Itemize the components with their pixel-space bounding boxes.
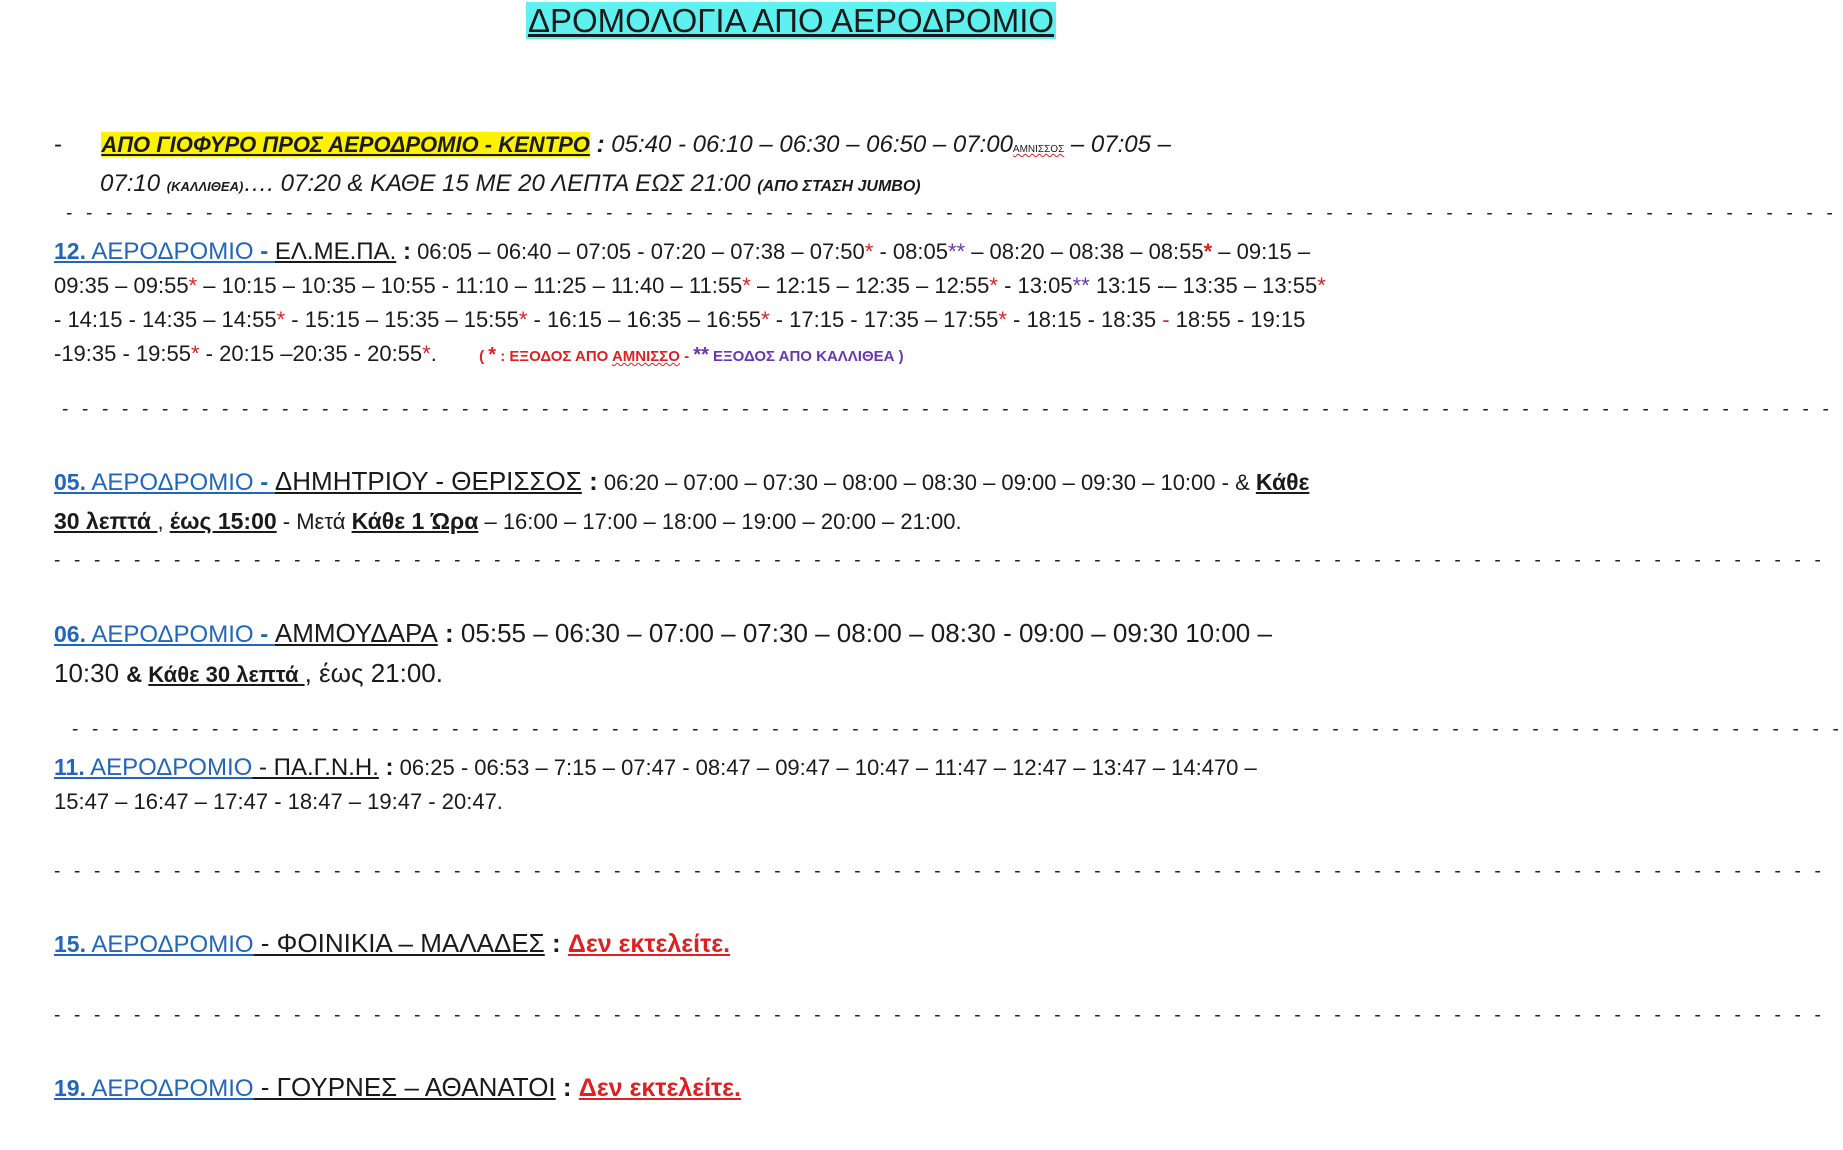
route-05-colon: :	[581, 466, 598, 496]
route-12-dash: -	[253, 238, 275, 265]
separator-2: - - - - - - - - - - - - - - - - - - - - - - - - - - - - - - - - - - - - - - - - - - - - - - - - - - - - - - - - - - - - - - - - - - - - - - - - - - - - - - - - - - - - - - - - -	[62, 399, 1834, 420]
route-05-number: 05.	[54, 469, 86, 495]
route-12-times-3d: - 17:15 - 17:35 – 17:55	[769, 307, 999, 332]
route-12-star: *	[1203, 239, 1213, 264]
route-12-note-open: (	[479, 348, 489, 365]
route-19-line-1	[54, 1068, 1554, 1108]
route-19	[54, 1068, 1554, 1108]
route-11	[54, 750, 1554, 819]
route-12-note-a: : ΕΞΟΔΟΣ ΑΠΟ	[496, 348, 612, 365]
route-05-dash: -	[253, 469, 275, 496]
route-12-times-3c: - 16:15 – 16:35 – 16:55	[527, 307, 762, 332]
route-12-times-1d: – 09:15 –	[1212, 239, 1311, 264]
route-11-number: 11.	[54, 754, 85, 780]
route-15-dest: - ΦΟΙΝΙΚΙΑ – ΜΑΛΑΔΕΣ	[253, 928, 545, 958]
intro-colon: :	[589, 131, 605, 158]
separator-1: - - - - - - - - - - - - - - - - - - - - - - - - - - - - - - - - - - - - - - - - - - - - - - - - - - - - - - - - - - - - - - - - - - - - - - - - - - - - - - - - - - - - - - - - -	[66, 203, 1838, 224]
route-12-note-star: *	[488, 344, 497, 366]
route-12-times-3a: - 14:15 - 14:35 – 14:55	[54, 307, 277, 332]
intro-times-1: 05:40 - 06:10 – 06:30 – 06:50 – 07:00	[604, 131, 1013, 158]
separator-5: - - - - - - - - - - - - - - - - - - - - - - - - - - - - - - - - - - - - - - - - - - - - - - - - - - - - - - - - - - - - - - - - - - - - - - - - - - - - - - - - - - - - - - - - -	[54, 861, 1826, 882]
route-12-times-2a: 09:35 – 09:55	[54, 273, 189, 298]
route-05-hourly: Κάθε 1 Ώρα	[351, 508, 479, 534]
route-05-comma: ,	[157, 509, 170, 534]
route-12-times-4c: .	[430, 341, 437, 366]
route-19-airport: ΑΕΡΟΔΡΟΜΙΟ	[85, 1075, 254, 1102]
route-12-star: *	[1317, 273, 1326, 298]
route-12-star: *	[998, 307, 1007, 332]
route-06-kathe: Κάθε 30 λεπτά	[148, 662, 305, 687]
separator-3: - - - - - - - - - - - - - - - - - - - - - - - - - - - - - - - - - - - - - - - - - - - - - - - - - - - - - - - - - - - - - - - - - - - - - - - - - - - - - - - - - - - - - - - - -	[54, 550, 1826, 571]
route-06-number: 06.	[54, 621, 86, 647]
route-12	[54, 234, 1554, 374]
route-12-times-3e: - 18:15 - 18:35	[1006, 307, 1163, 332]
route-06	[54, 614, 1554, 694]
route-15-line-1	[54, 924, 1554, 964]
route-06-dest: ΑΜΜΟΥΔΑΡΑ	[274, 618, 438, 648]
route-15-airport: ΑΕΡΟΔΡΟΜΙΟ	[85, 931, 254, 958]
intro-line-2	[54, 167, 1554, 204]
route-12-star: *	[989, 273, 998, 298]
route-05-dest: ΔΗΜΗΤΡΙΟΥ - ΘΕΡΙΣΣΟΣ	[274, 466, 582, 496]
route-06-times-1: 05:55 – 06:30 – 07:00 – 07:30 – 08:00 – 08:30 - 09:00 – 09:30 10:00 –	[453, 618, 1272, 648]
route-12-times-1c: – 08:20 – 08:38 – 08:55	[965, 239, 1204, 264]
route-11-times-1: 06:25 - 06:53 – 7:15 – 07:47 - 08:47 – 09:47 – 10:47 – 11:47 – 12:47 – 13:47 – 14:470 –	[393, 755, 1257, 780]
route-12-times-2e: 13:15 -– 13:35 – 13:55	[1089, 273, 1318, 298]
route-12-red-dash: -	[1162, 307, 1170, 332]
route-12-note-amnisso: ΑΜΝΙΣΣΟ	[611, 348, 680, 365]
route-05-airport: ΑΕΡΟΔΡΟΜΙΟ	[85, 469, 254, 496]
route-06-airport: ΑΕΡΟΔΡΟΜΙΟ	[85, 621, 254, 648]
route-11-line-2	[54, 785, 1554, 819]
intro-kallithea: (ΚΑΛΛΙΘΕΑ)	[166, 179, 244, 194]
intro-jumbo: (ΑΠΟ ΣΤΑΣΗ JUMBO)	[757, 178, 921, 195]
route-12-dstar: **	[1072, 273, 1090, 298]
route-12-times-3g: 18:55 - 19:15	[1169, 307, 1306, 332]
route-11-times-2: 15:47 – 16:47 – 17:47 - 18:47 – 19:47 - 20:47.	[54, 789, 503, 814]
route-19-number: 19.	[54, 1075, 86, 1101]
route-15-colon: :	[544, 928, 561, 958]
route-12-line-2	[54, 269, 1554, 303]
route-05-times-1: 06:20 – 07:00 – 07:30 – 08:00 – 08:30 – 09:00 – 09:30 – 10:00 - &	[597, 470, 1256, 495]
route-12-times-3b: - 15:15 – 15:35 – 15:55	[285, 307, 519, 332]
route-19-status: Δεν εκτελείτε.	[578, 1074, 741, 1102]
route-12-times-1b: - 08:05	[873, 239, 948, 264]
route-12-note-b: -	[679, 348, 694, 365]
route-12-times-2c: – 12:15 – 12:35 – 12:55	[750, 273, 990, 298]
route-06-times-2: 10:30	[54, 658, 127, 688]
page-title-wrap	[0, 0, 1582, 42]
route-11-dest: - ΠΑ.Γ.Ν.Η.	[252, 754, 379, 781]
intro-line-1	[54, 128, 1554, 167]
route-12-star: *	[742, 273, 751, 298]
route-12-times-1a: 06:05 – 06:40 – 07:05 - 07:20 – 07:38 – 07:50	[410, 239, 865, 264]
route-05-line-1	[54, 462, 1554, 502]
route-12-star: *	[190, 341, 200, 366]
route-12-star: *	[518, 307, 528, 332]
intro-dash: -	[54, 131, 62, 158]
route-12-times-2b: – 10:15 – 10:35 – 10:55 - 11:10 – 11:25 – 11:40 – 11:55	[197, 273, 743, 298]
route-05-times-2: – 16:00 – 17:00 – 18:00 – 19:00 – 20:00 – 21:00.	[478, 509, 962, 534]
route-12-line-1	[54, 234, 1554, 269]
route-12-note-dstar: **	[693, 344, 709, 366]
route-11-airport: ΑΕΡΟΔΡΟΜΙΟ	[84, 754, 253, 781]
route-05	[54, 462, 1554, 541]
route-15-number: 15.	[54, 931, 86, 957]
intro-label: ΑΠΟ ΓΙΟΦΥΡΟ ΠΡΟΣ ΑΕΡΟΔΡΟΜΙΟ - ΚΕΝΤΡΟ	[101, 132, 590, 157]
route-12-dstar: **	[947, 239, 966, 264]
route-12-star: *	[276, 307, 286, 332]
route-06-dash: -	[253, 621, 275, 648]
route-12-star: *	[761, 307, 770, 332]
route-12-note-c: ΕΞΟΔΟΣ ΑΠΟ ΚΑΛΛΙΘΕΑ )	[708, 348, 904, 365]
route-12-star: *	[864, 239, 874, 264]
separator-4: - - - - - - - - - - - - - - - - - - - - - - - - - - - - - - - - - - - - - - - - - - - - - - - - - - - - - - - - - - - - - - - - - - - - - - - - - - - - - - - - - - - - - - - - -	[72, 719, 1843, 740]
route-06-until: , έως 21:00.	[304, 658, 443, 688]
route-15-status: Δεν εκτελείτε.	[567, 930, 731, 958]
route-05-after: - Μετά	[276, 509, 352, 534]
route-06-line-2	[54, 654, 1554, 694]
route-12-number: 12.	[54, 238, 86, 264]
route-19-dest: - ΓΟΥΡΝΕΣ – ΑΘΑΝΑΤΟΙ	[253, 1072, 556, 1102]
route-06-colon: :	[437, 618, 454, 648]
route-11-line-1	[54, 750, 1554, 785]
intro-times-2: …. 07:20 & ΚΑΘΕ 15 ΜΕ 20 ΛΕΠΤΑ ΕΩΣ 21:00	[243, 170, 758, 197]
route-11-colon: :	[378, 754, 394, 781]
route-06-amp: &	[126, 662, 149, 687]
route-12-times-4a: -19:35 - 19:55	[54, 341, 191, 366]
route-12-star: *	[422, 341, 431, 366]
separator-6: - - - - - - - - - - - - - - - - - - - - - - - - - - - - - - - - - - - - - - - - - - - - - - - - - - - - - - - - - - - - - - - - - - - - - - - - - - - - - - - - - - - - - - - - -	[54, 1005, 1826, 1026]
intro-amnisos: ΑΜΝΙΣΣΟΣ	[1012, 144, 1065, 155]
route-05-kathe: Κάθε	[1255, 469, 1310, 495]
route-12-dest: ΕΛ.ΜΕ.ΠΑ.	[274, 238, 397, 265]
route-12-airport: ΑΕΡΟΔΡΟΜΙΟ	[85, 238, 254, 265]
route-12-colon: :	[396, 238, 411, 265]
route-12-star: *	[188, 273, 198, 298]
route-06-line-1	[54, 614, 1554, 654]
route-12-line-3	[54, 303, 1554, 337]
route-12-line-4	[54, 337, 1554, 374]
intro-route	[54, 128, 1554, 204]
route-12-times-2d: - 13:05	[997, 273, 1073, 298]
route-05-30min: 30 λεπτά	[54, 508, 158, 534]
route-12-times-4b: - 20:15 –20:35 - 20:55	[199, 341, 423, 366]
intro-time-0710: 07:10	[100, 170, 167, 197]
route-19-colon: :	[555, 1072, 572, 1102]
route-15	[54, 924, 1554, 964]
page-title: ΔΡΟΜΟΛΟΓΙΑ ΑΠΟ ΑΕΡΟΔΡΟΜΙΟ	[527, 2, 1055, 39]
intro-times-1b: – 07:05 –	[1064, 131, 1172, 158]
route-05-line-2	[54, 502, 1554, 541]
route-05-until: έως 15:00	[169, 508, 277, 534]
